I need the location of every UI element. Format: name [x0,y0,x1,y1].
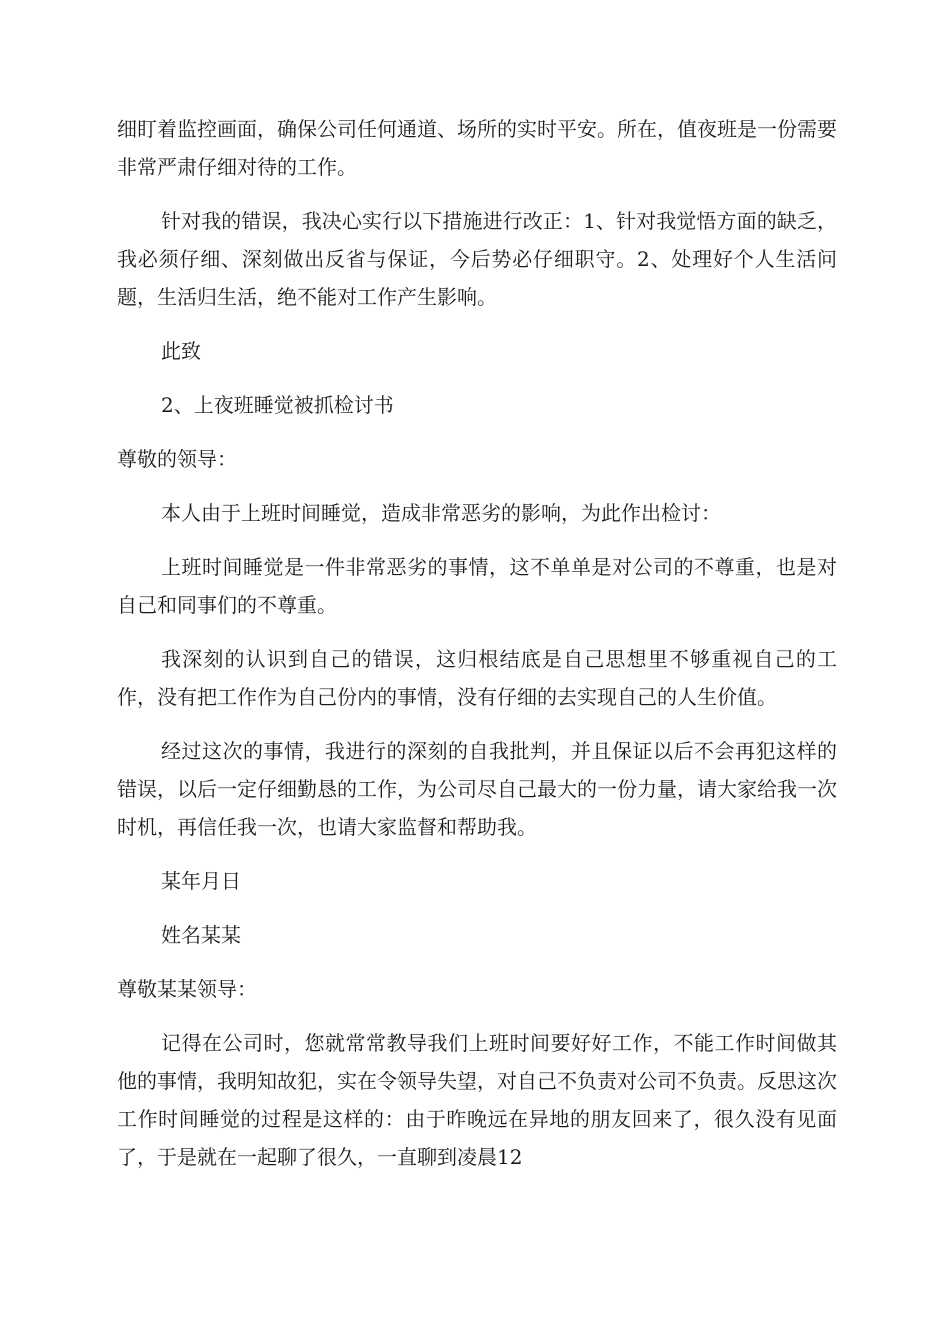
signature-name: 姓名某某 [161,923,241,947]
paragraph: 针对我的错误，我决心实行以下措施进行改正：1、针对我觉悟方面的缺乏，我必须仔细、深刻做出反省与保证，今后势必仔细职守。2、处理好个人生活问题，生活归生活，绝不能对工作产生影响。 [117,209,837,309]
date-line: 某年月日 [161,869,241,893]
document-body [117,110,837,1176]
paragraph: 我深刻的认识到自己的错误，这归根结底是自己思想里不够重视自己的工作，没有把工作作为自己份内的事情，没有仔细的去实现自己的人生价值。 [117,647,837,709]
paragraph: 细盯着监控画面，确保公司任何通道、场所的实时平安。所在，值夜班是一份需要非常严肃仔细对待的工作。 [117,117,837,179]
paragraph: 此致 [161,339,201,363]
paragraph: 经过这次的事情，我进行的深刻的自我批判，并且保证以后不会再犯这样的错误，以后一定仔细勤恳的工作，为公司尽自己最大的一份力量，请大家给我一次时机，再信任我一次，也请大家监督和帮助我。 [117,739,837,839]
paragraph: 记得在公司时，您就常常教导我们上班时间要好好工作，不能工作时间做其他的事情，我明知故犯，实在令领导失望，对自己不负责对公司不负责。反思这次工作时间睡觉的过程是这样的：由于昨晚远在异地的朋友回来了，很久没有见面了，于是就在一起聊了很久，一直聊到凌晨12 [117,1031,837,1169]
salutation: 尊敬某某领导： [117,977,257,1001]
salutation: 尊敬的领导： [117,447,237,471]
section-heading: 2、上夜班睡觉被抓检讨书 [161,393,394,417]
paragraph: 上班时间睡觉是一件非常恶劣的事情，这不单单是对公司的不尊重，也是对自己和同事们的不尊重。 [117,555,837,617]
paragraph: 本人由于上班时间睡觉，造成非常恶劣的影响，为此作出检讨： [161,501,721,525]
